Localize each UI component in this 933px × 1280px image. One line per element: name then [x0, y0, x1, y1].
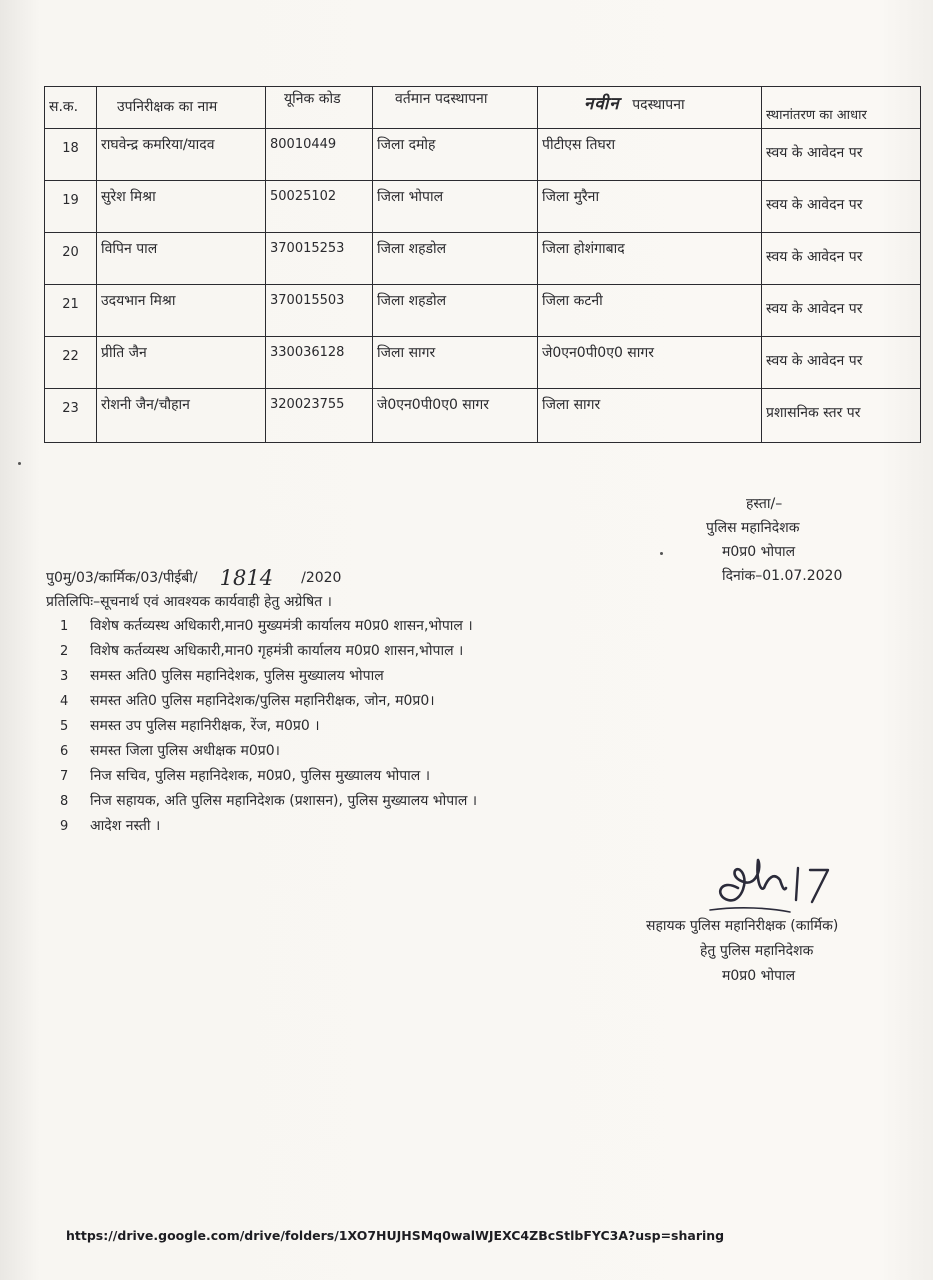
list-item: [60, 664, 477, 689]
row-code: 370015253: [266, 233, 373, 285]
list-item-number: 3: [60, 669, 69, 684]
row-code: 330036128: [266, 337, 373, 389]
list-item-text: निज सहायक, अति पुलिस महानिदेशक (प्रशासन), पुलिस मुख्यालय भोपाल ।: [90, 793, 478, 809]
drive-link[interactable]: https://drive.google.com/drive/folders/1XO7HUJHSMq0walWJEXC4ZBcStlbFYC3A?usp=sharing: [66, 1228, 725, 1243]
transfer-table: [44, 86, 921, 443]
header-new-rest: पदस्थापना: [632, 97, 685, 113]
row-new: जे0एन0पी0ए0 सागर: [538, 337, 762, 389]
row-name: उदयभान मिश्रा: [97, 285, 266, 337]
row-current: जिला शहडोल: [373, 285, 538, 337]
row-current: जे0एन0पी0ए0 सागर: [373, 389, 538, 443]
list-item: [60, 789, 477, 814]
copy-heading: प्रतिलिपिः–सूचनार्थ एवं आवश्यक कार्यवाही हेतु अग्रेषित ।: [46, 594, 332, 610]
row-sn: 18: [45, 129, 97, 181]
row-new: जिला मुरैना: [538, 181, 762, 233]
row-current: जिला शहडोल: [373, 233, 538, 285]
list-item: [60, 689, 477, 714]
row-new: जिला होशंगाबाद: [538, 233, 762, 285]
order-date: दिनांक–01.07.2020: [722, 568, 843, 584]
signatory-title: पुलिस महानिदेशक: [706, 520, 800, 536]
header-name: उपनिरीक्षक का नाम: [97, 87, 266, 129]
list-item: [60, 614, 477, 639]
handwritten-signature: [700, 848, 860, 918]
list-item-number: 6: [60, 744, 69, 759]
row-code: 320023755: [266, 389, 373, 443]
row-name: राघवेन्द्र कमरिया/यादव: [97, 129, 266, 181]
row-sn: 20: [45, 233, 97, 285]
list-item-text: विशेष कर्तव्यस्थ अधिकारी,मान0 गृहमंत्री कार्यालय म0प्र0 शासन,भोपाल ।: [90, 643, 464, 659]
officer-on-behalf: हेतु पुलिस महानिदेशक: [700, 943, 814, 959]
copy-list: [60, 614, 477, 839]
list-item-text: विशेष कर्तव्यस्थ अधिकारी,मान0 मुख्यमंत्री कार्यालय म0प्र0 शासन,भोपाल ।: [90, 618, 473, 634]
list-item-number: 4: [60, 694, 69, 709]
header-basis: स्थानांतरण का आधार: [762, 87, 921, 129]
row-current: जिला भोपाल: [373, 181, 538, 233]
list-item-text: समस्त अति0 पुलिस महानिदेशक/पुलिस महानिरीक्षक, जोन, म0प्र0।: [90, 693, 435, 709]
list-item: [60, 739, 477, 764]
row-new: पीटीएस तिघरा: [538, 129, 762, 181]
row-basis: स्वय के आवेदन पर: [762, 129, 921, 181]
row-sn: 23: [45, 389, 97, 443]
reference-suffix: /2020: [301, 570, 342, 586]
row-name: विपिन पाल: [97, 233, 266, 285]
row-basis: स्वय के आवेदन पर: [762, 181, 921, 233]
row-name: प्रीति जैन: [97, 337, 266, 389]
header-sn: स.क.: [45, 87, 97, 129]
list-item-text: समस्त उप पुलिस महानिरीक्षक, रेंज, म0प्र0 ।: [90, 718, 320, 734]
header-code: यूनिक कोड: [266, 87, 373, 129]
row-basis: स्वय के आवेदन पर: [762, 233, 921, 285]
row-current: जिला दमोह: [373, 129, 538, 181]
row-code: 80010449: [266, 129, 373, 181]
table-row: [45, 129, 921, 181]
signatory-place: म0प्र0 भोपाल: [722, 544, 796, 560]
list-item-number: 2: [60, 644, 69, 659]
list-item: [60, 814, 477, 839]
table-header-row: [45, 87, 921, 129]
row-new: जिला सागर: [538, 389, 762, 443]
row-basis: प्रशासनिक स्तर पर: [762, 389, 921, 443]
row-code: 370015503: [266, 285, 373, 337]
list-item-number: 5: [60, 719, 69, 734]
officer-place: म0प्र0 भोपाल: [722, 968, 796, 984]
row-basis: स्वय के आवेदन पर: [762, 337, 921, 389]
officer-title: सहायक पुलिस महानिरीक्षक (कार्मिक): [646, 918, 839, 934]
list-item-number: 1: [60, 619, 69, 634]
row-code: 50025102: [266, 181, 373, 233]
row-sn: 22: [45, 337, 97, 389]
reference-prefix: पु0मु/03/कार्मिक/03/पीईबी/: [46, 570, 198, 586]
table-row: [45, 285, 921, 337]
row-name: रोशनी जैन/चौहान: [97, 389, 266, 443]
header-new-handwritten: नवीन: [584, 94, 620, 114]
list-item-number: 8: [60, 794, 69, 809]
header-new: [538, 87, 762, 129]
header-current: वर्तमान पदस्थापना: [373, 87, 538, 129]
reference-line: [46, 566, 341, 590]
signed-mark: हस्ता/–: [746, 496, 783, 512]
table-row: [45, 337, 921, 389]
row-sn: 19: [45, 181, 97, 233]
row-sn: 21: [45, 285, 97, 337]
row-new: जिला कटनी: [538, 285, 762, 337]
list-item-number: 7: [60, 769, 69, 784]
reference-number: 1814: [219, 566, 274, 590]
list-item-text: निज सचिव, पुलिस महानिदेशक, म0प्र0, पुलिस मुख्यालय भोपाल ।: [90, 768, 431, 784]
row-name: सुरेश मिश्रा: [97, 181, 266, 233]
list-item: [60, 639, 477, 664]
list-item: [60, 714, 477, 739]
list-item: [60, 764, 477, 789]
row-current: जिला सागर: [373, 337, 538, 389]
list-item-number: 9: [60, 819, 69, 834]
list-item-text: समस्त अति0 पुलिस महानिदेशक, पुलिस मुख्यालय भोपाल: [90, 668, 384, 684]
row-basis: स्वय के आवेदन पर: [762, 285, 921, 337]
paper-speck: [18, 462, 21, 465]
list-item-text: समस्त जिला पुलिस अधीक्षक म0प्र0।: [90, 743, 280, 759]
table-row: [45, 233, 921, 285]
table-row: [45, 181, 921, 233]
paper-speck: [660, 552, 663, 555]
table-row: [45, 389, 921, 443]
list-item-text: आदेश नस्ती ।: [90, 818, 161, 834]
